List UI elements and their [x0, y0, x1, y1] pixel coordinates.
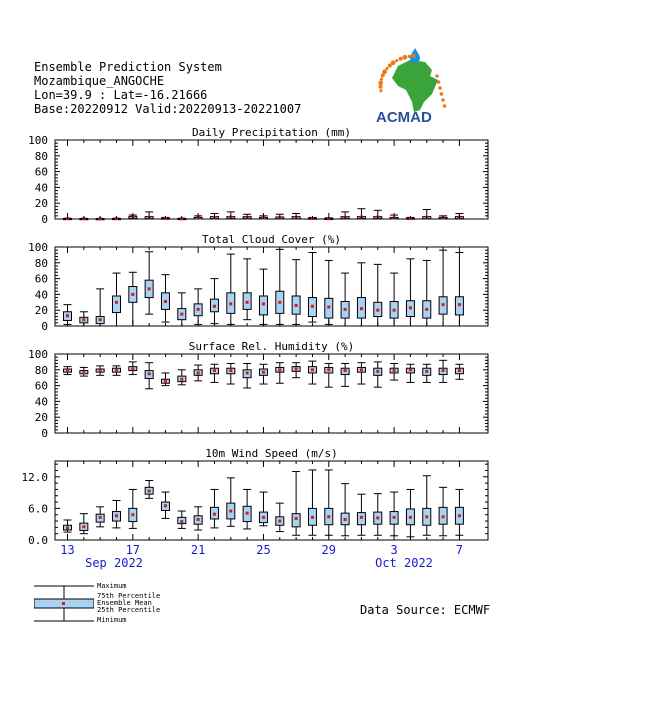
- mean-marker: [262, 371, 265, 374]
- mean-marker: [278, 520, 281, 523]
- mean-marker: [295, 517, 298, 520]
- header-line-4: Base:20220912 Valid:20220913-20221007: [34, 102, 302, 116]
- mean-marker: [442, 515, 445, 518]
- mean-marker: [82, 318, 85, 321]
- box-iqr: [112, 296, 120, 313]
- mean-marker: [376, 309, 379, 312]
- mean-marker: [246, 512, 249, 515]
- mean-marker: [327, 368, 330, 371]
- mean-marker: [262, 516, 265, 519]
- y-tick-label: 100: [28, 241, 48, 254]
- mean-marker: [360, 368, 363, 371]
- mean-marker: [278, 301, 281, 304]
- mean-marker: [131, 513, 134, 516]
- mean-marker: [82, 371, 85, 374]
- x-tick-label: 17: [125, 543, 141, 557]
- mean-marker: [344, 308, 347, 311]
- x-tick-label: 3: [390, 543, 398, 557]
- mean-marker: [180, 520, 183, 523]
- mean-marker: [442, 369, 445, 372]
- mean-marker: [327, 515, 330, 518]
- y-tick-label: 12.0: [21, 470, 48, 484]
- mean-marker: [344, 369, 347, 372]
- legend-mean: Ensemble Mean: [97, 599, 152, 607]
- y-tick-label: 80: [34, 363, 48, 377]
- y-tick-label: 20: [34, 197, 48, 211]
- plot-frame: [55, 140, 488, 219]
- mean-marker: [311, 305, 314, 308]
- header-line-3: Lon=39.9 : Lat=-16.21666: [34, 88, 208, 102]
- month-label: Sep 2022: [85, 556, 143, 570]
- mean-marker: [213, 305, 216, 308]
- x-tick-label: 29: [321, 543, 337, 557]
- month-label: Oct 2022: [375, 556, 433, 570]
- mean-marker: [295, 368, 298, 371]
- x-tick-label: 13: [60, 543, 75, 557]
- x-tick-label: 21: [190, 543, 206, 557]
- y-tick-label: 100: [28, 348, 48, 361]
- mean-marker: [99, 318, 102, 321]
- mean-marker: [278, 368, 281, 371]
- y-tick-label: 20: [34, 411, 48, 425]
- mean-marker: [99, 369, 102, 372]
- mean-marker: [180, 378, 183, 381]
- y-tick-label: 60: [34, 379, 48, 393]
- x-tick-label: 25: [256, 543, 271, 557]
- mean-marker: [409, 516, 412, 519]
- box-iqr: [292, 514, 300, 527]
- mean-marker: [393, 516, 396, 519]
- panel-title: 10m Wind Speed (m/s): [205, 447, 338, 460]
- x-tick-label: 7: [455, 543, 464, 557]
- mean-marker: [115, 514, 118, 517]
- mean-marker: [311, 368, 314, 371]
- y-tick-label: 80: [34, 149, 48, 163]
- mean-marker: [164, 380, 167, 383]
- legend-glyph: [34, 584, 94, 624]
- mean-marker: [246, 301, 249, 304]
- mean-marker: [99, 516, 102, 519]
- mean-marker: [311, 516, 314, 519]
- y-tick-label: 40: [34, 395, 48, 409]
- mean-marker: [66, 369, 69, 372]
- mean-marker: [327, 306, 330, 309]
- panel-title: Total Cloud Cover (%): [201, 233, 342, 246]
- y-tick-label: 6.0: [28, 502, 48, 516]
- mean-marker: [229, 302, 232, 305]
- mean-marker: [82, 525, 85, 528]
- mean-marker: [164, 300, 167, 303]
- y-tick-label: 0: [41, 213, 48, 226]
- header-line-1: Ensemble Prediction System: [34, 60, 222, 74]
- mean-marker: [115, 369, 118, 372]
- mean-marker: [458, 514, 461, 517]
- mean-marker: [344, 518, 347, 521]
- legend-p75: 75th Percentile: [97, 592, 161, 600]
- mean-marker: [246, 371, 249, 374]
- mean-marker: [409, 306, 412, 309]
- mean-marker: [213, 513, 216, 516]
- mean-marker: [360, 516, 363, 519]
- mean-marker: [295, 304, 298, 307]
- data-source: Data Source: ECMWF: [360, 603, 491, 617]
- y-tick-label: 60: [34, 272, 48, 286]
- y-tick-label: 80: [34, 256, 48, 270]
- mean-marker: [393, 369, 396, 372]
- mean-marker: [393, 309, 396, 312]
- mean-marker: [262, 302, 265, 305]
- y-tick-label: 0: [41, 320, 48, 333]
- mean-marker: [360, 307, 363, 310]
- mean-marker: [409, 368, 412, 371]
- panel-title: Surface Rel. Humidity (%): [188, 340, 355, 353]
- box-iqr: [259, 296, 267, 315]
- mean-marker: [442, 303, 445, 306]
- mean-marker: [164, 504, 167, 507]
- y-tick-label: 100: [28, 134, 48, 147]
- mean-marker: [458, 303, 461, 306]
- mean-marker: [66, 526, 69, 529]
- mean-marker: [180, 313, 183, 316]
- mean-marker: [66, 314, 69, 317]
- y-tick-label: 60: [34, 165, 48, 179]
- mean-marker: [197, 518, 200, 521]
- mean-marker: [197, 371, 200, 374]
- mean-marker: [115, 301, 118, 304]
- mean-marker: [148, 372, 151, 375]
- mean-marker: [425, 515, 428, 518]
- mean-marker: [213, 369, 216, 372]
- panel-title: Daily Precipitation (mm): [192, 126, 351, 139]
- mean-marker: [425, 370, 428, 373]
- y-tick-label: 0: [41, 427, 48, 440]
- mean-marker: [148, 490, 151, 493]
- logo-text: ACMAD: [376, 109, 432, 126]
- mean-marker: [425, 308, 428, 311]
- mean-marker: [229, 369, 232, 372]
- mean-marker: [197, 308, 200, 311]
- mean-marker: [148, 287, 151, 290]
- mean-marker: [229, 510, 232, 513]
- mean-marker: [458, 369, 461, 372]
- mean-marker: [131, 368, 134, 371]
- mean-marker: [376, 370, 379, 373]
- y-tick-label: 40: [34, 181, 48, 195]
- y-tick-label: 40: [34, 288, 48, 302]
- mean-marker: [131, 293, 134, 296]
- mean-marker: [376, 516, 379, 519]
- y-tick-label: 0.0: [28, 534, 48, 547]
- legend-p25: 25th Percentile: [97, 606, 161, 614]
- legend-max: Maximum: [97, 582, 127, 590]
- y-tick-label: 20: [34, 304, 48, 318]
- header-line-2: Mozambique_ANGOCHE: [34, 74, 165, 88]
- legend-min: Minimum: [97, 616, 127, 624]
